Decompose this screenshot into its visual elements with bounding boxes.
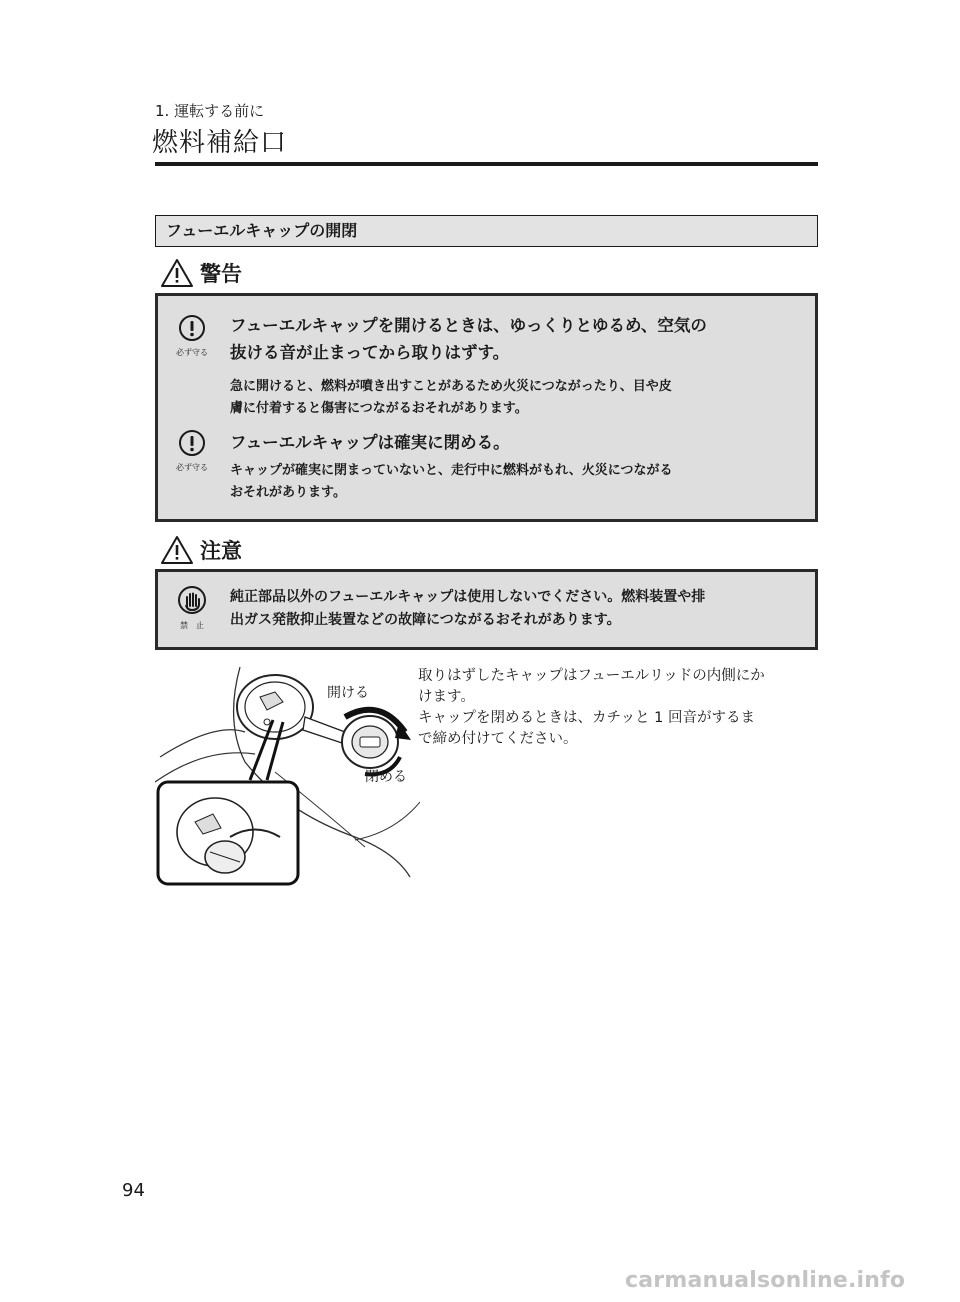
caution-triangle-icon [160,535,194,565]
prohibited-hand-icon [172,585,212,631]
description-text [418,666,822,750]
description-line: けます。 [418,689,475,705]
warning-item-1 [230,312,707,420]
mandatory-icon [172,429,212,473]
label-close: 閉める [365,769,407,785]
warning-item-2 [230,429,673,504]
caution-heading [160,535,242,565]
mandatory-icon-caption: 必ず守る [176,348,208,357]
warning-item-title-line: 抜ける音が止まってから取りはずす。 [230,343,510,362]
watermark: carmanualsonline.info [625,1268,906,1293]
chapter-label: 1. 運転する前に [155,102,265,120]
description-line: 取りはずしたキャップはフューエルリッドの内側にか [418,668,765,684]
caution-panel [155,569,818,650]
description-line: キャップを閉めるときは、カチッと 1 回音がするま [418,710,756,726]
header-rule [155,162,818,166]
warning-item-body-line: おそれがあります。 [230,485,346,500]
prohibited-icon-caption: 禁 止 [180,621,204,630]
description-line: で締め付けてください。 [418,731,578,747]
mandatory-icon [172,314,212,358]
page-title: 燃料補給口 [152,128,288,158]
warning-panel [155,293,818,522]
fuel-cap-illustration [155,662,420,887]
warning-heading [160,258,242,288]
warning-item-title-line: フューエルキャップは確実に閉める。 [230,433,510,452]
label-open: 開ける [327,685,369,701]
warning-item-body-line: キャップが確実に閉まっていないと、走行中に燃料がもれ、火災につながる [230,463,673,478]
mandatory-icon-caption: 必ず守る [176,463,208,472]
section-heading: フューエルキャップの開閉 [155,215,818,247]
warning-item-body-line: 膚に付着すると傷害につながるおそれがあります。 [230,401,528,416]
page-number: 94 [122,1180,145,1201]
warning-item-title-line: フューエルキャップを開けるときは、ゆっくりとゆるめ、空気の [230,316,707,335]
caution-body [230,586,705,632]
caution-body-line: 純正部品以外のフューエルキャップは使用しないでください。燃料装置や排 [230,589,706,605]
caution-body-line: 出ガス発散抑止装置などの故障につながるおそれがあります。 [230,612,621,628]
warning-item-body-line: 急に開けると、燃料が噴き出すことがあるため火災につながったり、目や皮 [230,379,672,394]
warning-heading-text: 警告 [200,262,242,286]
warning-triangle-icon [160,258,194,288]
caution-heading-text: 注意 [200,539,242,563]
